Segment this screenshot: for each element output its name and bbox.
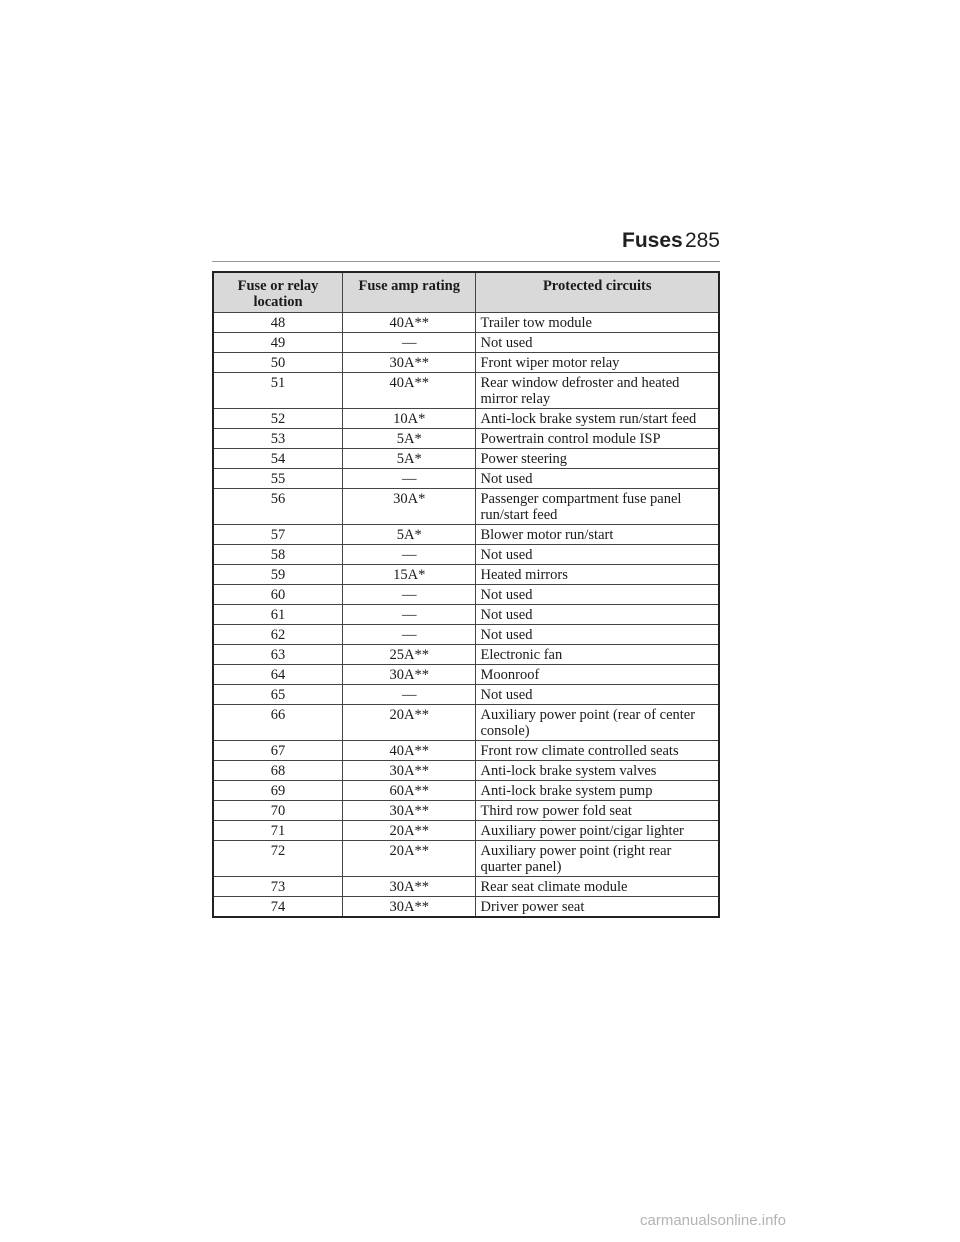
table-row [213, 469, 719, 489]
fuse-location-cell: 69 [213, 781, 343, 801]
table-row [213, 489, 719, 525]
protected-circuit-cell: Front row climate controlled seats [476, 741, 719, 761]
column-header-rating: Fuse amp rating [343, 272, 476, 313]
fuse-location-cell: 71 [213, 821, 343, 841]
table-row [213, 409, 719, 429]
fuse-location-cell: 48 [213, 313, 343, 333]
fuse-location-cell: 70 [213, 801, 343, 821]
fuse-rating-cell: 30A** [343, 801, 476, 821]
fuse-rating-cell: — [343, 545, 476, 565]
fuse-rating-cell: — [343, 469, 476, 489]
protected-circuit-cell: Front wiper motor relay [476, 353, 719, 373]
fuse-rating-cell: — [343, 585, 476, 605]
fuse-rating-cell: 40A** [343, 373, 476, 409]
fuse-location-cell: 67 [213, 741, 343, 761]
fuse-location-cell: 52 [213, 409, 343, 429]
fuse-rating-cell: 30A** [343, 897, 476, 918]
fuse-rating-cell: 40A** [343, 313, 476, 333]
table-row [213, 761, 719, 781]
fuse-rating-cell: 30A** [343, 353, 476, 373]
table-row [213, 565, 719, 585]
table-row [213, 429, 719, 449]
protected-circuit-cell: Anti-lock brake system run/start feed [476, 409, 719, 429]
fuse-rating-cell: 60A** [343, 781, 476, 801]
fuse-location-cell: 63 [213, 645, 343, 665]
fuse-rating-cell: — [343, 605, 476, 625]
fuse-location-cell: 64 [213, 665, 343, 685]
section-title: Fuses [622, 229, 683, 252]
table-row [213, 645, 719, 665]
table-row [213, 705, 719, 741]
fuse-location-cell: 73 [213, 877, 343, 897]
table-row [213, 877, 719, 897]
fuse-rating-cell: 5A* [343, 525, 476, 545]
protected-circuit-cell: Not used [476, 605, 719, 625]
page-header [212, 229, 720, 262]
table-row [213, 525, 719, 545]
fuse-location-cell: 74 [213, 897, 343, 918]
table-row [213, 373, 719, 409]
fuse-location-cell: 62 [213, 625, 343, 645]
table-row [213, 781, 719, 801]
table-row [213, 545, 719, 565]
fuse-rating-cell: 30A* [343, 489, 476, 525]
table-row [213, 801, 719, 821]
fuse-rating-cell: 30A** [343, 761, 476, 781]
fuse-rating-cell: — [343, 333, 476, 353]
protected-circuit-cell: Third row power fold seat [476, 801, 719, 821]
protected-circuit-cell: Passenger compartment fuse panel run/start feed [476, 489, 719, 525]
fuse-location-cell: 51 [213, 373, 343, 409]
table-row [213, 605, 719, 625]
table-row [213, 333, 719, 353]
protected-circuit-cell: Moonroof [476, 665, 719, 685]
fuse-location-cell: 59 [213, 565, 343, 585]
protected-circuit-cell: Driver power seat [476, 897, 719, 918]
table-row [213, 625, 719, 645]
fuse-location-cell: 54 [213, 449, 343, 469]
protected-circuit-cell: Not used [476, 469, 719, 489]
table-row [213, 313, 719, 333]
fuse-rating-cell: — [343, 685, 476, 705]
table-row [213, 841, 719, 877]
table-row [213, 585, 719, 605]
protected-circuit-cell: Trailer tow module [476, 313, 719, 333]
fuse-rating-cell: 15A* [343, 565, 476, 585]
table-row [213, 665, 719, 685]
fuse-rating-cell: 40A** [343, 741, 476, 761]
table-row [213, 821, 719, 841]
table-row [213, 897, 719, 918]
fuse-rating-cell: 30A** [343, 665, 476, 685]
protected-circuit-cell: Rear seat climate module [476, 877, 719, 897]
watermark: carmanualsonline.info [640, 1212, 786, 1229]
protected-circuit-cell: Anti-lock brake system pump [476, 781, 719, 801]
protected-circuit-cell: Not used [476, 545, 719, 565]
fuse-location-cell: 68 [213, 761, 343, 781]
fuse-table [212, 271, 720, 918]
page-number: 285 [684, 229, 720, 252]
fuse-location-cell: 55 [213, 469, 343, 489]
protected-circuit-cell: Rear window defroster and heated mirror relay [476, 373, 719, 409]
fuse-location-cell: 66 [213, 705, 343, 741]
fuse-location-cell: 61 [213, 605, 343, 625]
fuse-location-cell: 65 [213, 685, 343, 705]
column-header-location: Fuse or relay location [213, 272, 343, 313]
protected-circuit-cell: Auxiliary power point (right rear quarter panel) [476, 841, 719, 877]
table-header-row [213, 272, 719, 313]
fuse-location-cell: 56 [213, 489, 343, 525]
table-row [213, 353, 719, 373]
protected-circuit-cell: Not used [476, 625, 719, 645]
fuse-location-cell: 57 [213, 525, 343, 545]
protected-circuit-cell: Not used [476, 585, 719, 605]
protected-circuit-cell: Not used [476, 333, 719, 353]
fuse-rating-cell: 20A** [343, 705, 476, 741]
protected-circuit-cell: Electronic fan [476, 645, 719, 665]
protected-circuit-cell: Blower motor run/start [476, 525, 719, 545]
protected-circuit-cell: Auxiliary power point/cigar lighter [476, 821, 719, 841]
fuse-location-cell: 50 [213, 353, 343, 373]
protected-circuit-cell: Heated mirrors [476, 565, 719, 585]
fuse-location-cell: 53 [213, 429, 343, 449]
fuse-location-cell: 58 [213, 545, 343, 565]
fuse-rating-cell: 10A* [343, 409, 476, 429]
fuse-table-body [213, 313, 719, 918]
table-row [213, 449, 719, 469]
protected-circuit-cell: Auxiliary power point (rear of center console) [476, 705, 719, 741]
table-row [213, 685, 719, 705]
table-row [213, 741, 719, 761]
fuse-location-cell: 49 [213, 333, 343, 353]
fuse-location-cell: 72 [213, 841, 343, 877]
protected-circuit-cell: Anti-lock brake system valves [476, 761, 719, 781]
column-header-circuits: Protected circuits [476, 272, 719, 313]
fuse-rating-cell: 5A* [343, 449, 476, 469]
fuse-rating-cell: 20A** [343, 841, 476, 877]
fuse-location-cell: 60 [213, 585, 343, 605]
protected-circuit-cell: Not used [476, 685, 719, 705]
protected-circuit-cell: Power steering [476, 449, 719, 469]
fuse-rating-cell: 25A** [343, 645, 476, 665]
fuse-rating-cell: — [343, 625, 476, 645]
fuse-rating-cell: 20A** [343, 821, 476, 841]
protected-circuit-cell: Powertrain control module ISP [476, 429, 719, 449]
fuse-rating-cell: 30A** [343, 877, 476, 897]
fuse-rating-cell: 5A* [343, 429, 476, 449]
